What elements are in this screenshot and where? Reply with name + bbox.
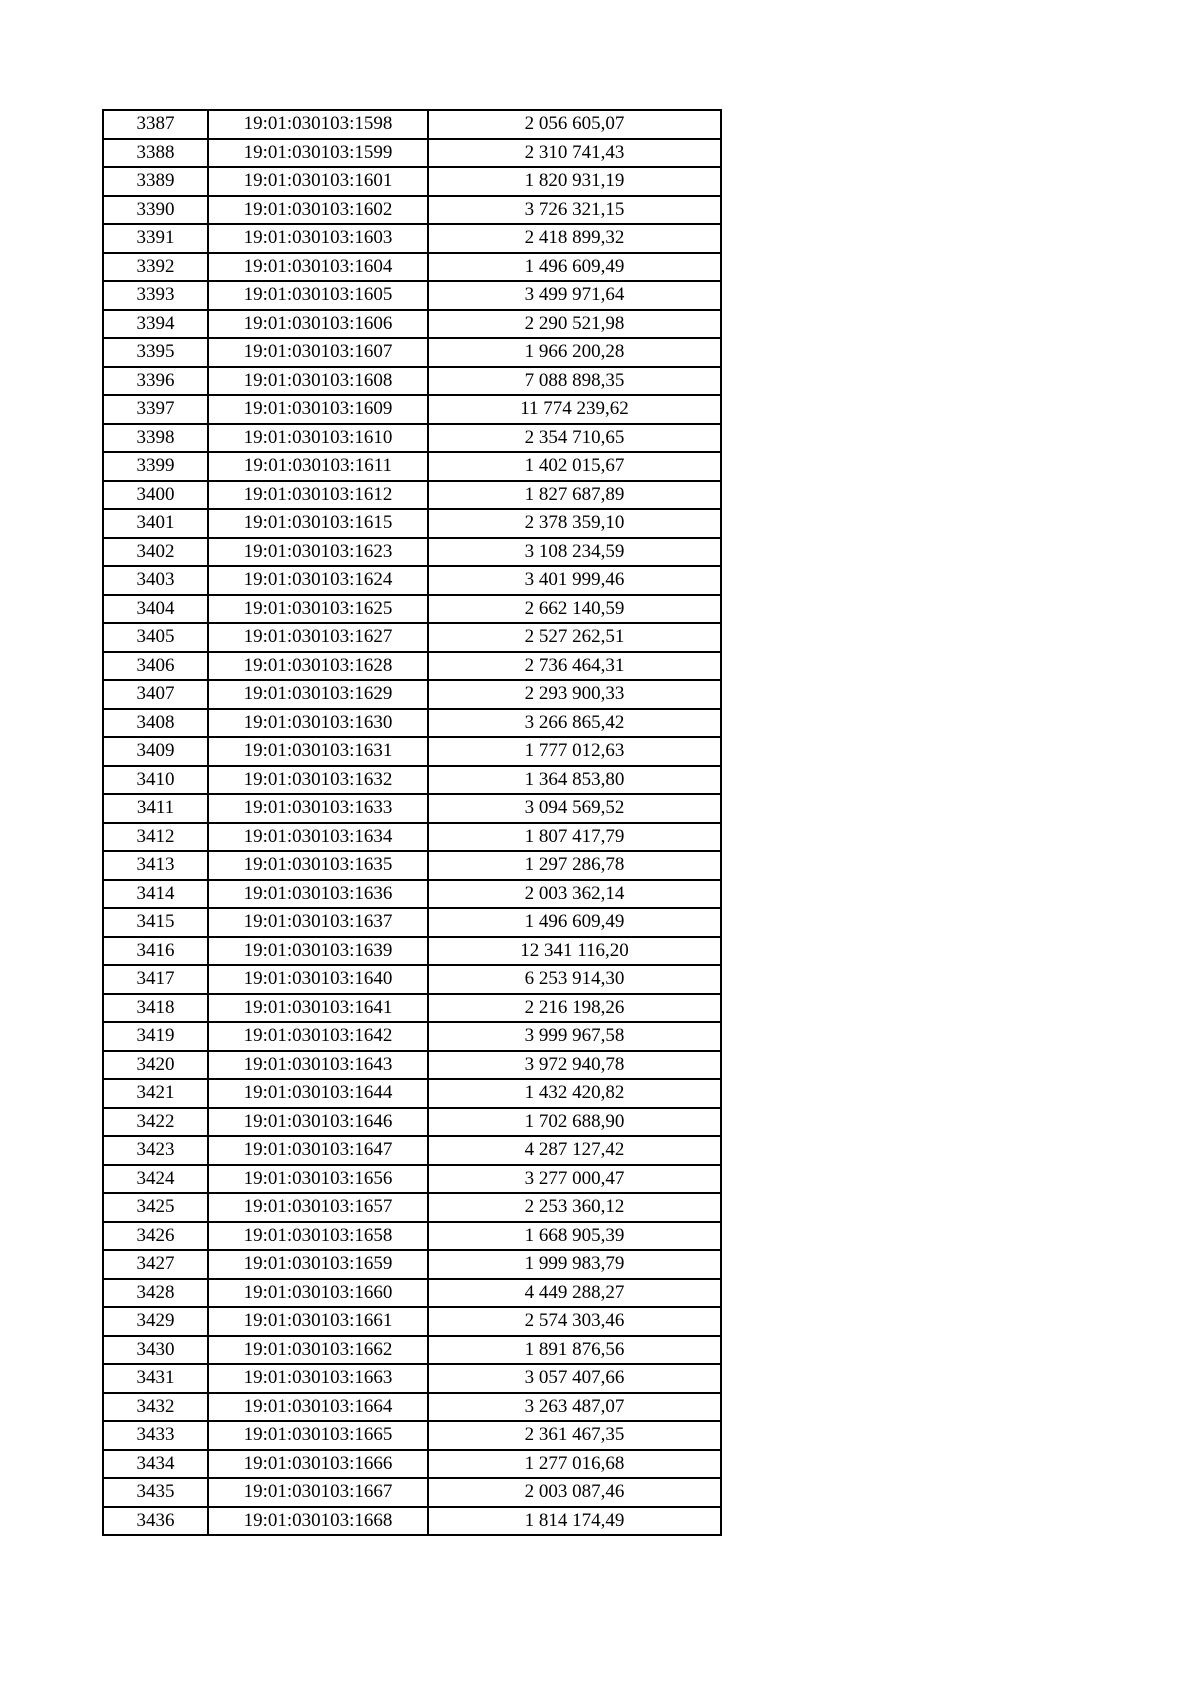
row-number-cell: 3432	[103, 1393, 208, 1422]
cadastral-value-cell: 1 432 420,82	[428, 1079, 721, 1108]
cadastral-value-cell: 1 364 853,80	[428, 766, 721, 795]
cadastral-number-cell: 19:01:030103:1625	[208, 595, 428, 624]
table-row	[103, 452, 721, 481]
cadastral-number-cell: 19:01:030103:1659	[208, 1250, 428, 1279]
row-number-cell: 3418	[103, 994, 208, 1023]
table-row	[103, 965, 721, 994]
table-row	[103, 937, 721, 966]
row-number-cell: 3433	[103, 1421, 208, 1450]
table-row	[103, 623, 721, 652]
table-row	[103, 196, 721, 225]
cadastral-value-cell: 1 820 931,19	[428, 167, 721, 196]
row-number-cell: 3435	[103, 1478, 208, 1507]
cadastral-value-cell: 1 668 905,39	[428, 1222, 721, 1251]
row-number-cell: 3406	[103, 652, 208, 681]
cadastral-number-cell: 19:01:030103:1603	[208, 224, 428, 253]
table-row	[103, 908, 721, 937]
cadastral-number-cell: 19:01:030103:1668	[208, 1507, 428, 1536]
cadastral-value-cell: 1 999 983,79	[428, 1250, 721, 1279]
cadastral-number-cell: 19:01:030103:1627	[208, 623, 428, 652]
row-number-cell: 3419	[103, 1022, 208, 1051]
cadastral-value-cell: 1 814 174,49	[428, 1507, 721, 1536]
cadastral-number-cell: 19:01:030103:1635	[208, 851, 428, 880]
table-row	[103, 310, 721, 339]
row-number-cell: 3431	[103, 1364, 208, 1393]
cadastral-value-cell: 2 056 605,07	[428, 110, 721, 139]
cadastral-value-cell: 1 966 200,28	[428, 338, 721, 367]
cadastral-value-cell: 2 293 900,33	[428, 680, 721, 709]
cadastral-number-cell: 19:01:030103:1628	[208, 652, 428, 681]
cadastral-value-cell: 2 354 710,65	[428, 424, 721, 453]
cadastral-value-cell: 4 287 127,42	[428, 1136, 721, 1165]
cadastral-number-cell: 19:01:030103:1623	[208, 538, 428, 567]
cadastral-number-cell: 19:01:030103:1606	[208, 310, 428, 339]
cadastral-number-cell: 19:01:030103:1646	[208, 1108, 428, 1137]
cadastral-number-cell: 19:01:030103:1647	[208, 1136, 428, 1165]
cadastral-value-cell: 6 253 914,30	[428, 965, 721, 994]
row-number-cell: 3400	[103, 481, 208, 510]
cadastral-value-cell: 11 774 239,62	[428, 395, 721, 424]
cadastral-value-cell: 1 496 609,49	[428, 253, 721, 282]
table-row	[103, 1193, 721, 1222]
cadastral-number-cell: 19:01:030103:1665	[208, 1421, 428, 1450]
cadastral-value-cell: 1 777 012,63	[428, 737, 721, 766]
cadastral-number-cell: 19:01:030103:1661	[208, 1307, 428, 1336]
row-number-cell: 3389	[103, 167, 208, 196]
cadastral-value-cell: 4 449 288,27	[428, 1279, 721, 1308]
table-row	[103, 566, 721, 595]
row-number-cell: 3436	[103, 1507, 208, 1536]
row-number-cell: 3403	[103, 566, 208, 595]
table-row	[103, 253, 721, 282]
cadastral-value-cell: 2 253 360,12	[428, 1193, 721, 1222]
cadastral-value-cell: 3 726 321,15	[428, 196, 721, 225]
table-row	[103, 167, 721, 196]
cadastral-number-cell: 19:01:030103:1637	[208, 908, 428, 937]
table-row	[103, 1393, 721, 1422]
cadastral-number-cell: 19:01:030103:1667	[208, 1478, 428, 1507]
cadastral-number-cell: 19:01:030103:1602	[208, 196, 428, 225]
table-row	[103, 1165, 721, 1194]
table-row	[103, 1364, 721, 1393]
table-row	[103, 281, 721, 310]
row-number-cell: 3434	[103, 1450, 208, 1479]
cadastral-value-cell: 1 402 015,67	[428, 452, 721, 481]
row-number-cell: 3397	[103, 395, 208, 424]
cadastral-number-cell: 19:01:030103:1663	[208, 1364, 428, 1393]
row-number-cell: 3410	[103, 766, 208, 795]
cadastral-number-cell: 19:01:030103:1657	[208, 1193, 428, 1222]
row-number-cell: 3422	[103, 1108, 208, 1137]
row-number-cell: 3407	[103, 680, 208, 709]
row-number-cell: 3420	[103, 1051, 208, 1080]
table-row	[103, 1421, 721, 1450]
cadastral-number-cell: 19:01:030103:1641	[208, 994, 428, 1023]
cadastral-number-cell: 19:01:030103:1640	[208, 965, 428, 994]
table-row	[103, 139, 721, 168]
table-row	[103, 538, 721, 567]
table-row	[103, 1079, 721, 1108]
cadastral-value-cell: 12 341 116,20	[428, 937, 721, 966]
cadastral-number-cell: 19:01:030103:1612	[208, 481, 428, 510]
table-row	[103, 395, 721, 424]
cadastral-number-cell: 19:01:030103:1615	[208, 509, 428, 538]
row-number-cell: 3421	[103, 1079, 208, 1108]
cadastral-value-cell: 3 057 407,66	[428, 1364, 721, 1393]
row-number-cell: 3415	[103, 908, 208, 937]
table-row	[103, 1022, 721, 1051]
row-number-cell: 3430	[103, 1336, 208, 1365]
table-row	[103, 1478, 721, 1507]
row-number-cell: 3394	[103, 310, 208, 339]
row-number-cell: 3390	[103, 196, 208, 225]
cadastral-number-cell: 19:01:030103:1624	[208, 566, 428, 595]
row-number-cell: 3414	[103, 880, 208, 909]
cadastral-value-cell: 2 310 741,43	[428, 139, 721, 168]
cadastral-value-cell: 2 378 359,10	[428, 509, 721, 538]
row-number-cell: 3425	[103, 1193, 208, 1222]
cadastral-number-cell: 19:01:030103:1629	[208, 680, 428, 709]
row-number-cell: 3416	[103, 937, 208, 966]
table-row	[103, 509, 721, 538]
table-row	[103, 1279, 721, 1308]
cadastral-number-cell: 19:01:030103:1607	[208, 338, 428, 367]
cadastral-value-cell: 1 702 688,90	[428, 1108, 721, 1137]
row-number-cell: 3402	[103, 538, 208, 567]
cadastral-value-cell: 3 999 967,58	[428, 1022, 721, 1051]
cadastral-number-cell: 19:01:030103:1644	[208, 1079, 428, 1108]
row-number-cell: 3393	[103, 281, 208, 310]
table-row	[103, 1250, 721, 1279]
table-row	[103, 110, 721, 139]
row-number-cell: 3409	[103, 737, 208, 766]
cadastral-value-cell: 1 891 876,56	[428, 1336, 721, 1365]
row-number-cell: 3399	[103, 452, 208, 481]
cadastral-value-cell: 2 662 140,59	[428, 595, 721, 624]
cadastral-number-cell: 19:01:030103:1605	[208, 281, 428, 310]
row-number-cell: 3388	[103, 139, 208, 168]
cadastral-value-cell: 3 108 234,59	[428, 538, 721, 567]
table-row	[103, 338, 721, 367]
cadastral-value-cell: 2 418 899,32	[428, 224, 721, 253]
cadastral-value-cell: 7 088 898,35	[428, 367, 721, 396]
table-row	[103, 595, 721, 624]
table-row	[103, 823, 721, 852]
cadastral-value-cell: 1 807 417,79	[428, 823, 721, 852]
cadastral-value-cell: 3 499 971,64	[428, 281, 721, 310]
row-number-cell: 3413	[103, 851, 208, 880]
table-row	[103, 1450, 721, 1479]
cadastral-value-table	[102, 109, 722, 1536]
cadastral-number-cell: 19:01:030103:1599	[208, 139, 428, 168]
cadastral-value-cell: 2 003 087,46	[428, 1478, 721, 1507]
cadastral-value-cell: 2 574 303,46	[428, 1307, 721, 1336]
table-row	[103, 680, 721, 709]
cadastral-value-cell: 1 496 609,49	[428, 908, 721, 937]
table-row	[103, 1507, 721, 1536]
table-row	[103, 880, 721, 909]
cadastral-value-cell: 3 263 487,07	[428, 1393, 721, 1422]
table-row	[103, 1222, 721, 1251]
row-number-cell: 3417	[103, 965, 208, 994]
cadastral-value-cell: 2 003 362,14	[428, 880, 721, 909]
cadastral-value-cell: 3 266 865,42	[428, 709, 721, 738]
cadastral-number-cell: 19:01:030103:1658	[208, 1222, 428, 1251]
table-row	[103, 994, 721, 1023]
cadastral-value-cell: 1 827 687,89	[428, 481, 721, 510]
row-number-cell: 3391	[103, 224, 208, 253]
row-number-cell: 3412	[103, 823, 208, 852]
cadastral-number-cell: 19:01:030103:1642	[208, 1022, 428, 1051]
cadastral-value-cell: 1 297 286,78	[428, 851, 721, 880]
cadastral-number-cell: 19:01:030103:1660	[208, 1279, 428, 1308]
cadastral-number-cell: 19:01:030103:1611	[208, 452, 428, 481]
table-row	[103, 652, 721, 681]
row-number-cell: 3426	[103, 1222, 208, 1251]
cadastral-number-cell: 19:01:030103:1604	[208, 253, 428, 282]
table-row	[103, 224, 721, 253]
row-number-cell: 3392	[103, 253, 208, 282]
cadastral-number-cell: 19:01:030103:1598	[208, 110, 428, 139]
table-row	[103, 1108, 721, 1137]
cadastral-number-cell: 19:01:030103:1633	[208, 794, 428, 823]
row-number-cell: 3427	[103, 1250, 208, 1279]
cadastral-value-cell: 1 277 016,68	[428, 1450, 721, 1479]
cadastral-value-cell: 2 736 464,31	[428, 652, 721, 681]
cadastral-value-cell: 3 972 940,78	[428, 1051, 721, 1080]
table-row	[103, 424, 721, 453]
row-number-cell: 3404	[103, 595, 208, 624]
row-number-cell: 3395	[103, 338, 208, 367]
table-row	[103, 794, 721, 823]
table-row	[103, 1307, 721, 1336]
cadastral-value-cell: 2 527 262,51	[428, 623, 721, 652]
cadastral-value-cell: 2 361 467,35	[428, 1421, 721, 1450]
table-row	[103, 367, 721, 396]
cadastral-number-cell: 19:01:030103:1609	[208, 395, 428, 424]
row-number-cell: 3428	[103, 1279, 208, 1308]
table-row	[103, 709, 721, 738]
row-number-cell: 3424	[103, 1165, 208, 1194]
cadastral-number-cell: 19:01:030103:1662	[208, 1336, 428, 1365]
table-row	[103, 851, 721, 880]
cadastral-value-cell: 3 277 000,47	[428, 1165, 721, 1194]
row-number-cell: 3408	[103, 709, 208, 738]
cadastral-value-cell: 2 290 521,98	[428, 310, 721, 339]
cadastral-number-cell: 19:01:030103:1636	[208, 880, 428, 909]
row-number-cell: 3429	[103, 1307, 208, 1336]
row-number-cell: 3401	[103, 509, 208, 538]
table-row	[103, 1336, 721, 1365]
cadastral-number-cell: 19:01:030103:1643	[208, 1051, 428, 1080]
row-number-cell: 3405	[103, 623, 208, 652]
cadastral-number-cell: 19:01:030103:1610	[208, 424, 428, 453]
table-row	[103, 1051, 721, 1080]
table-row	[103, 737, 721, 766]
cadastral-number-cell: 19:01:030103:1656	[208, 1165, 428, 1194]
cadastral-number-cell: 19:01:030103:1634	[208, 823, 428, 852]
cadastral-number-cell: 19:01:030103:1601	[208, 167, 428, 196]
cadastral-number-cell: 19:01:030103:1630	[208, 709, 428, 738]
row-number-cell: 3423	[103, 1136, 208, 1165]
cadastral-value-cell: 3 094 569,52	[428, 794, 721, 823]
cadastral-number-cell: 19:01:030103:1666	[208, 1450, 428, 1479]
cadastral-number-cell: 19:01:030103:1664	[208, 1393, 428, 1422]
cadastral-number-cell: 19:01:030103:1632	[208, 766, 428, 795]
row-number-cell: 3396	[103, 367, 208, 396]
row-number-cell: 3387	[103, 110, 208, 139]
cadastral-number-cell: 19:01:030103:1639	[208, 937, 428, 966]
row-number-cell: 3411	[103, 794, 208, 823]
cadastral-number-cell: 19:01:030103:1608	[208, 367, 428, 396]
cadastral-value-cell: 2 216 198,26	[428, 994, 721, 1023]
table-row	[103, 481, 721, 510]
cadastral-value-cell: 3 401 999,46	[428, 566, 721, 595]
table-body	[103, 110, 721, 1535]
table-row	[103, 1136, 721, 1165]
table-row	[103, 766, 721, 795]
cadastral-number-cell: 19:01:030103:1631	[208, 737, 428, 766]
row-number-cell: 3398	[103, 424, 208, 453]
